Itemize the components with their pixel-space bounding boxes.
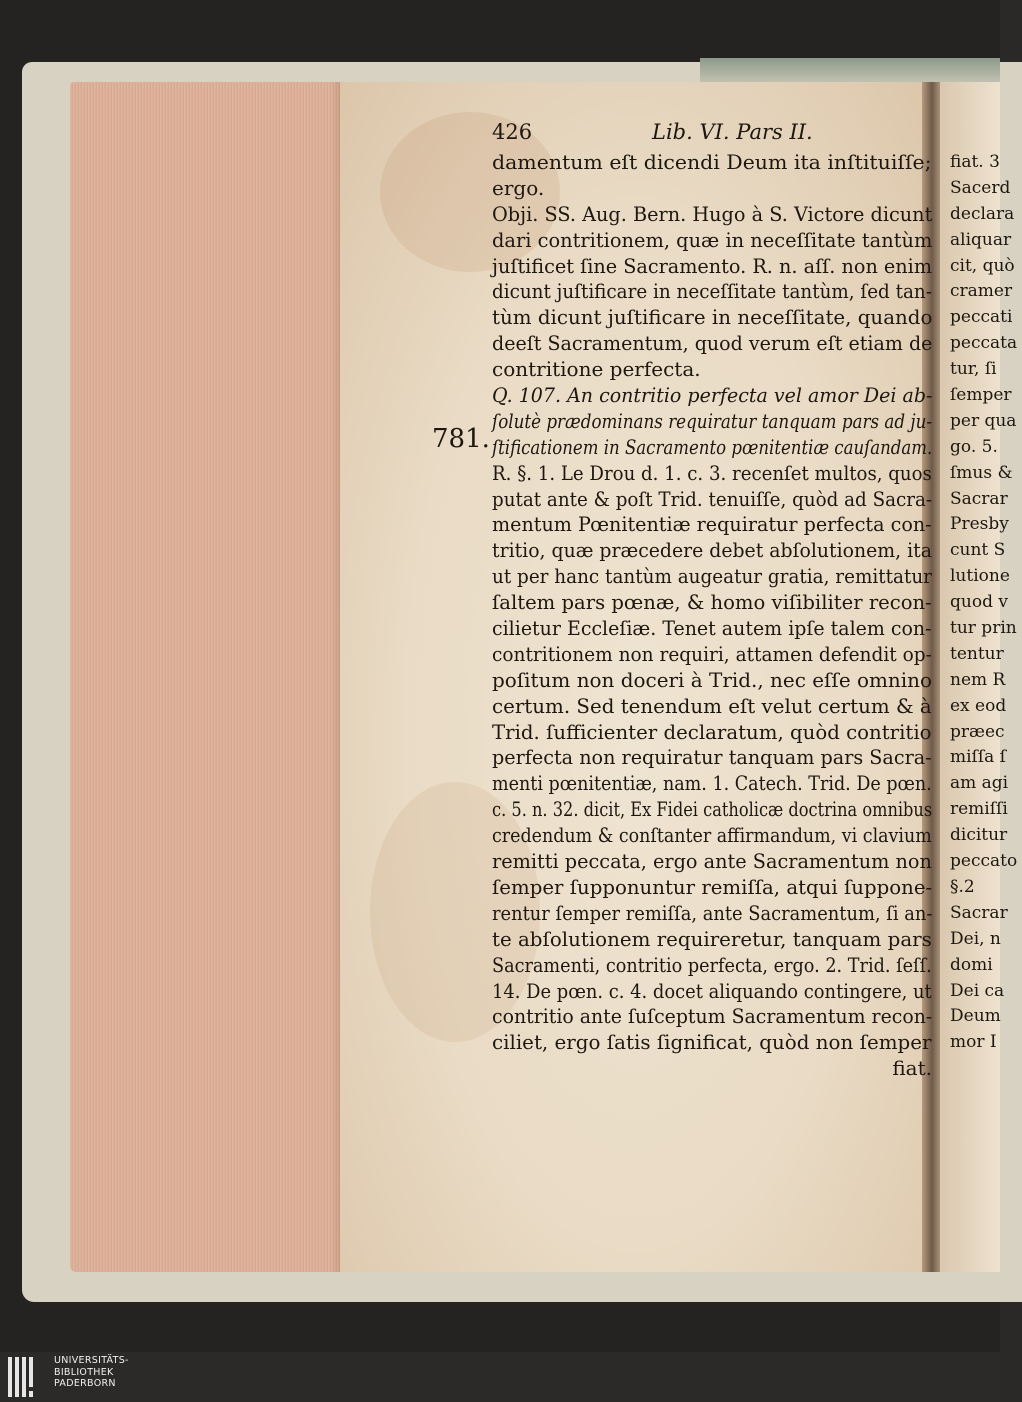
page-header xyxy=(492,120,932,150)
next-page-line: ſmus & xyxy=(950,462,1013,483)
text-line: ſaltem pars pœnæ, & homo viſibiliter recon- xyxy=(492,590,932,615)
next-page-line: ex eod xyxy=(950,695,1007,716)
text-line: remitti peccata, ergo ante Sacramentum non xyxy=(492,849,932,874)
next-page-line: miſſa ſ xyxy=(950,747,1006,768)
next-page-line: Dei, n xyxy=(950,928,1001,949)
text-line: c. 5. n. 32. dicit, Ex Fidei catholicæ doctrina omnibus xyxy=(492,797,933,822)
page-text-block xyxy=(492,120,932,1082)
next-page-line: nem R xyxy=(950,669,1006,690)
text-line: dicunt juſtificare in neceſſitate tantùm, ſed tan- xyxy=(492,279,932,304)
next-page-line: declara xyxy=(950,203,1015,224)
library-logo-text xyxy=(54,1355,129,1390)
text-line: mentum Pœnitentiæ requiratur perfecta con- xyxy=(492,512,932,537)
text-line: fiat. xyxy=(892,1056,932,1081)
page-number: 426 xyxy=(492,120,533,144)
text-line: certum. Sed tenendum eſt velut certum & à xyxy=(492,693,932,718)
marginal-number: 781. xyxy=(432,424,490,454)
next-page-line: go. 5. xyxy=(950,436,998,457)
text-line: credendum & conſtanter affirmandum, vi clavium xyxy=(492,823,932,848)
text-line: Q. 107. An contritio perfecta vel amor Dei ab- xyxy=(492,383,933,408)
text-line: contritione perfecta. xyxy=(492,357,701,382)
next-page-line: cunt S xyxy=(950,540,1006,561)
text-line: cilietur Eccleſiæ. Tenet autem ipſe talem con- xyxy=(492,616,932,641)
logo-line-2: BIBLIOTHEK xyxy=(54,1366,114,1378)
text-line: tritio, quæ præcedere debet abſolutionem, ita xyxy=(492,538,932,563)
body-lines xyxy=(492,150,932,1082)
next-page-line: tentur xyxy=(950,643,1004,664)
text-line: dari contritionem, quæ in neceſſitate tantùm xyxy=(492,227,933,252)
next-page-line: quod v xyxy=(950,592,1008,613)
text-line: R. §. 1. Le Drou d. 1. c. 3. recenſet multos, quos xyxy=(492,460,932,485)
next-page-line: cramer xyxy=(950,281,1013,302)
running-head: Lib. VI. Pars II. xyxy=(652,120,813,144)
text-line: ſemper ſupponuntur remiſſa, atqui ſuppone- xyxy=(492,874,933,899)
next-page-line: §.2 xyxy=(950,876,975,897)
text-line: ciliet, ergo ſatis ſignificat, quòd non ſemper xyxy=(492,1030,932,1055)
next-page-line: domi xyxy=(950,954,993,975)
next-page-line: tur, ſi xyxy=(950,359,997,380)
next-page-line: fiat. 3 xyxy=(950,152,1000,172)
next-page-line: tur prin xyxy=(950,618,1017,639)
footer-bar xyxy=(0,1352,1000,1402)
text-line: te abſolutionem requireretur, tanquam pars xyxy=(492,926,932,951)
next-page-line: peccati xyxy=(950,307,1013,328)
next-page-line: remiſſi xyxy=(950,799,1008,820)
text-line: 14. De pœn. c. 4. docet aliquando contingere, ut xyxy=(492,978,932,1003)
text-line: contritio ante ſuſceptum Sacramentum recon- xyxy=(492,1004,933,1029)
next-page-line: am agi xyxy=(950,773,1009,794)
text-line: putat ante & poſt Trid. tenuiſſe, quòd ad Sacra- xyxy=(492,486,933,511)
text-line: tùm dicunt juſtificare in neceſſitate, quando xyxy=(492,305,933,330)
text-line: Obji. SS. Aug. Bern. Hugo à S. Victore dicunt xyxy=(492,201,933,226)
logo-line-1: UNIVERSITÄTS- xyxy=(54,1355,129,1366)
text-line: rentur ſemper remiſſa, ante Sacramentum, ſi an- xyxy=(492,900,933,925)
next-page-line: dicitur xyxy=(950,825,1008,846)
next-page-line: præec xyxy=(950,721,1005,742)
next-page-line: mor I xyxy=(950,1032,997,1053)
text-line: juſtificet ſine Sacramento. R. n. aſſ. non enim xyxy=(492,253,933,278)
text-line: deeſt Sacramentum, quod verum eſt etiam de xyxy=(492,331,933,356)
binding-top-edge xyxy=(700,58,1000,84)
next-page-line: Sacrar xyxy=(950,902,1008,923)
next-page-line: Deum xyxy=(950,1006,1001,1027)
text-line: ergo. xyxy=(492,175,545,200)
next-page-text xyxy=(950,150,1018,1056)
next-page-line: peccata xyxy=(950,333,1018,354)
next-page-line: lutione xyxy=(950,566,1010,587)
next-page-line: Sacrar xyxy=(950,488,1008,509)
next-page-line: cit, quò xyxy=(950,255,1015,276)
next-page-line: ſemper xyxy=(950,385,1012,406)
text-line: contritionem non requiri, attamen defendit op- xyxy=(492,641,932,666)
next-page-line: peccato xyxy=(950,851,1018,872)
next-page-line: Dei ca xyxy=(950,980,1005,1001)
text-line: Sacramenti, contritio perfecta, ergo. 2. Trid. ſeſſ. xyxy=(492,952,932,977)
text-line: menti pœnitentiæ, nam. 1. Catech. Trid. De pœn. xyxy=(492,771,932,796)
text-line: damentum eſt dicendi Deum ita inſtituiſſe; xyxy=(492,150,932,174)
next-page-line: per qua xyxy=(950,410,1017,431)
next-page-line: aliquar xyxy=(950,229,1012,250)
text-line: ut per hanc tantùm augeatur gratia, remittatur xyxy=(492,564,932,589)
page-stack-edge xyxy=(70,82,350,1272)
text-line: perfecta non requiratur tanquam pars Sacra- xyxy=(492,745,932,770)
library-logo-icon xyxy=(8,1357,42,1397)
text-line: ſolutè prædominans requiratur tanquam pars ad ju- xyxy=(492,408,933,433)
next-page-line: Sacerd xyxy=(950,177,1011,198)
next-page-line: Presby xyxy=(950,514,1009,535)
text-line: Trid. ſufficienter declaratum, quòd contritio xyxy=(492,719,932,744)
text-line: poſitum non doceri à Trid., nec eſſe omnino xyxy=(492,667,933,692)
logo-line-3: PADERBORN xyxy=(54,1378,116,1389)
text-line: ſtificationem in Sacramento pœnitentiæ cauſandam. xyxy=(492,434,933,459)
